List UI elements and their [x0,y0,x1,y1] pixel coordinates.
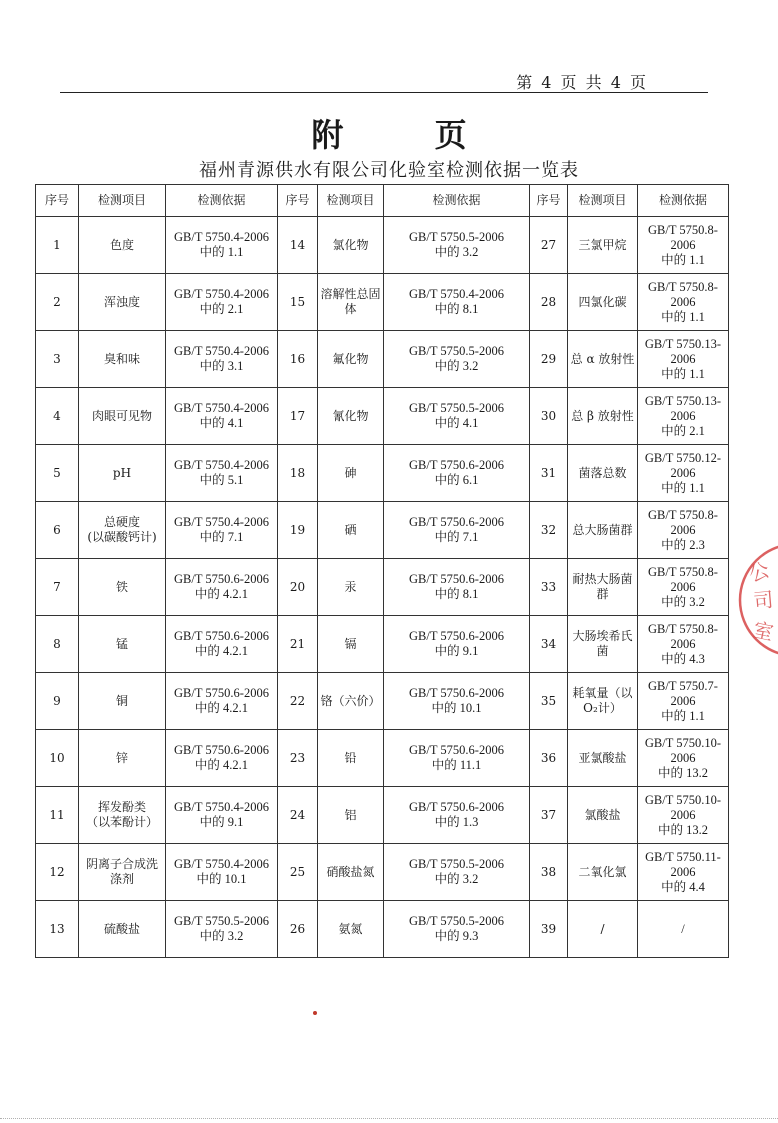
table-body [36,217,729,958]
serial-number-cell: 27 [530,217,568,274]
test-basis-line: 中的 2.3 [661,537,705,552]
svg-text:室: 室 [750,617,776,646]
test-basis-line: GB/T 5750.12-2006 [644,450,722,480]
test-basis-line: 中的 9.1 [434,644,479,658]
test-basis-cell [384,616,530,673]
test-item-cell: 硝酸盐氮 [318,844,384,901]
test-basis-line: GB/T 5750.4-2006 [174,515,269,529]
test-basis-line: 中的 4.2.1 [194,587,249,601]
serial-number-cell: 21 [278,616,318,673]
test-item-cell: / [568,901,638,958]
test-basis-line: GB/T 5750.4-2006 [174,230,269,244]
test-item-cell: 铝 [318,787,384,844]
test-item-cell: 镉 [318,616,384,673]
test-basis-line: GB/T 5750.5-2006 [409,857,504,871]
test-basis-line: / [681,921,685,936]
table-row [36,331,729,388]
test-item-cell: 汞 [318,559,384,616]
test-basis-line: 中的 1.1 [661,366,705,381]
test-item-cell: 阴离子合成洗涤剂 [79,844,166,901]
header-cell: 检测依据 [638,185,729,217]
test-basis-line: 中的 4.4 [661,879,705,894]
test-item-cell: 氨氮 [318,901,384,958]
test-basis-line: GB/T 5750.8-2006 [648,507,718,537]
test-item-cell: 溶解性总固体 [318,274,384,331]
test-basis-line: 中的 2.1 [199,302,244,316]
test-basis-line: GB/T 5750.6-2006 [409,515,504,529]
test-item-cell: 色度 [79,217,166,274]
test-basis-line: 中的 4.3 [661,651,705,666]
serial-number-cell: 14 [278,217,318,274]
header-cell: 检测依据 [166,185,278,217]
table-row [36,274,729,331]
test-item-cell: 砷 [318,445,384,502]
test-basis-line: 中的 3.2 [434,245,479,259]
serial-number-cell: 13 [36,901,79,958]
test-basis-cell [384,730,530,787]
test-basis-cell [638,388,729,445]
serial-number-cell: 22 [278,673,318,730]
serial-number-cell: 2 [36,274,79,331]
table-row [36,787,729,844]
test-basis-cell [638,787,729,844]
serial-number-cell: 32 [530,502,568,559]
table-header [36,185,729,217]
test-item-cell: 菌落总数 [568,445,638,502]
test-basis-line: GB/T 5750.6-2006 [409,458,504,472]
test-basis-cell [166,502,278,559]
test-basis-line: 中的 13.2 [657,765,708,780]
test-basis-line: GB/T 5750.4-2006 [174,800,269,814]
test-basis-line: GB/T 5750.5-2006 [409,344,504,358]
serial-number-cell: 9 [36,673,79,730]
serial-number-cell: 10 [36,730,79,787]
test-basis-cell [166,844,278,901]
test-basis-line: GB/T 5750.5-2006 [409,914,504,928]
test-item-cell: pH [79,445,166,502]
test-item-cell: 氯化物 [318,217,384,274]
test-basis-cell [384,388,530,445]
test-basis-line: GB/T 5750.6-2006 [174,629,269,643]
test-item-cell: 肉眼可见物 [79,388,166,445]
serial-number-cell: 19 [278,502,318,559]
red-seal-stamp [738,540,778,660]
serial-number-cell: 38 [530,844,568,901]
test-basis-line: GB/T 5750.10-2006 [644,735,722,765]
test-item-cell: 总硬度 (以碳酸钙计) [79,502,166,559]
serial-number-cell: 24 [278,787,318,844]
test-item-cell: 铁 [79,559,166,616]
test-item-cell: 锌 [79,730,166,787]
test-basis-line: 中的 1.1 [661,309,705,324]
test-basis-line: 中的 6.1 [434,473,479,487]
serial-number-cell: 30 [530,388,568,445]
test-basis-line: GB/T 5750.4-2006 [174,287,269,301]
test-basis-cell [384,673,530,730]
test-basis-line: 中的 3.2 [661,594,705,609]
table-row [36,217,729,274]
test-item-cell: 总 β 放射性 [568,388,638,445]
table-row [36,616,729,673]
table-row [36,673,729,730]
serial-number-cell: 4 [36,388,79,445]
test-basis-line: GB/T 5750.7-2006 [648,678,718,708]
header-cell: 序号 [530,185,568,217]
serial-number-cell: 12 [36,844,79,901]
table-row [36,844,729,901]
test-basis-line: 中的 1.3 [434,815,479,829]
test-basis-line: GB/T 5750.8-2006 [648,222,718,252]
table-row [36,388,729,445]
test-basis-line: 中的 4.2.1 [194,701,249,715]
test-basis-line: GB/T 5750.6-2006 [409,743,504,757]
serial-number-cell: 7 [36,559,79,616]
test-basis-line: GB/T 5750.5-2006 [409,230,504,244]
test-basis-line: GB/T 5750.5-2006 [174,914,269,928]
test-basis-line: 中的 11.1 [431,758,482,772]
test-basis-cell [166,274,278,331]
test-basis-line: GB/T 5750.11-2006 [645,849,721,879]
test-item-cell: 总 α 放射性 [568,331,638,388]
test-basis-cell [384,559,530,616]
test-basis-line: GB/T 5750.8-2006 [648,564,718,594]
test-basis-line: 中的 5.1 [199,473,244,487]
test-item-cell: 挥发酚类 （以苯酚计） [79,787,166,844]
test-item-cell: 二氧化氯 [568,844,638,901]
header-cell: 检测项目 [79,185,166,217]
test-basis-cell [638,730,729,787]
test-basis-cell [638,274,729,331]
serial-number-cell: 26 [278,901,318,958]
serial-number-cell: 3 [36,331,79,388]
table-row [36,445,729,502]
test-basis-line: GB/T 5750.6-2006 [409,800,504,814]
table-row [36,901,729,958]
header-rule [60,92,708,93]
test-basis-cell [166,787,278,844]
test-basis-cell [638,502,729,559]
test-basis-line: GB/T 5750.13-2006 [644,393,722,423]
test-basis-cell [384,901,530,958]
red-ink-dot [313,1011,317,1015]
test-basis-line: GB/T 5750.6-2006 [409,629,504,643]
serial-number-cell: 6 [36,502,79,559]
serial-number-cell: 36 [530,730,568,787]
bottom-rule [0,1118,778,1119]
test-item-cell: 臭和味 [79,331,166,388]
test-basis-line: 中的 7.1 [199,530,244,544]
table-row [36,502,729,559]
document-title: 附 页 [311,116,507,154]
test-basis-line: GB/T 5750.4-2006 [174,344,269,358]
test-basis-cell [638,673,729,730]
test-basis-line: 中的 8.1 [434,302,479,316]
serial-number-cell: 34 [530,616,568,673]
test-basis-line: 中的 1.1 [661,708,705,723]
test-basis-cell [166,559,278,616]
test-basis-line: GB/T 5750.6-2006 [409,686,504,700]
document-subtitle: 福州青源供水有限公司化验室检测依据一览表 [199,160,579,181]
test-basis-cell [166,901,278,958]
test-item-cell: 耗氧量（以 O₂计） [568,673,638,730]
test-item-cell: 三氯甲烷 [568,217,638,274]
serial-number-cell: 8 [36,616,79,673]
test-basis-line: GB/T 5750.4-2006 [174,857,269,871]
test-basis-cell [638,844,729,901]
serial-number-cell: 28 [530,274,568,331]
test-basis-line: 中的 9.1 [199,815,244,829]
test-item-cell: 铅 [318,730,384,787]
page-number: 第 4 页 共 4 页 [516,73,648,92]
test-basis-cell [166,217,278,274]
serial-number-cell: 37 [530,787,568,844]
test-basis-cell [384,844,530,901]
serial-number-cell: 29 [530,331,568,388]
serial-number-cell: 23 [278,730,318,787]
test-basis-cell [638,217,729,274]
svg-text:公: 公 [745,557,773,587]
header-row [36,185,729,217]
test-basis-cell [166,616,278,673]
test-basis-line: 中的 1.1 [661,252,705,267]
test-basis-line: GB/T 5750.4-2006 [174,401,269,415]
serial-number-cell: 17 [278,388,318,445]
test-basis-cell [384,502,530,559]
serial-number-cell: 18 [278,445,318,502]
test-basis-cell [638,901,729,958]
test-basis-line: 中的 1.1 [199,245,244,259]
test-item-cell: 浑浊度 [79,274,166,331]
test-basis-line: 中的 10.1 [196,872,247,886]
test-basis-line: 中的 10.1 [431,701,482,715]
test-item-cell: 铜 [79,673,166,730]
header-cell: 检测项目 [318,185,384,217]
table-row [36,730,729,787]
test-basis-line: GB/T 5750.13-2006 [644,336,722,366]
test-basis-line: 中的 3.2 [199,929,244,943]
test-item-cell: 氯酸盐 [568,787,638,844]
serial-number-cell: 25 [278,844,318,901]
test-basis-line: GB/T 5750.6-2006 [174,572,269,586]
test-basis-line: GB/T 5750.8-2006 [648,279,718,309]
test-basis-cell [384,445,530,502]
test-basis-cell [638,445,729,502]
serial-number-cell: 35 [530,673,568,730]
test-basis-line: GB/T 5750.6-2006 [174,686,269,700]
test-item-cell: 铬（六价） [318,673,384,730]
test-basis-line: GB/T 5750.10-2006 [644,792,722,822]
test-basis-cell [384,274,530,331]
serial-number-cell: 20 [278,559,318,616]
header-cell: 序号 [278,185,318,217]
test-basis-line: GB/T 5750.6-2006 [174,743,269,757]
test-basis-cell [166,445,278,502]
test-basis-cell [384,787,530,844]
serial-number-cell: 33 [530,559,568,616]
test-basis-line: 中的 8.1 [434,587,479,601]
test-basis-line: GB/T 5750.4-2006 [409,287,504,301]
testing-basis-table [35,184,729,958]
test-item-cell: 锰 [79,616,166,673]
serial-number-cell: 5 [36,445,79,502]
test-item-cell: 硫酸盐 [79,901,166,958]
test-basis-line: GB/T 5750.5-2006 [409,401,504,415]
test-basis-cell [638,331,729,388]
test-basis-line: GB/T 5750.8-2006 [648,621,718,651]
test-basis-cell [166,388,278,445]
test-basis-line: GB/T 5750.6-2006 [409,572,504,586]
test-item-cell: 亚氯酸盐 [568,730,638,787]
test-basis-line: 中的 1.1 [661,480,705,495]
test-basis-line: 中的 2.1 [661,423,705,438]
test-basis-cell [384,331,530,388]
test-item-cell: 总大肠菌群 [568,502,638,559]
header-cell: 序号 [36,185,79,217]
test-basis-line: 中的 7.1 [434,530,479,544]
test-basis-cell [638,616,729,673]
test-basis-line: 中的 9.3 [434,929,479,943]
serial-number-cell: 15 [278,274,318,331]
test-basis-cell [166,331,278,388]
test-basis-cell [638,559,729,616]
test-basis-line: 中的 4.1 [199,416,244,430]
test-basis-line: 中的 13.2 [657,822,708,837]
test-item-cell: 四氯化碳 [568,274,638,331]
test-basis-cell [166,673,278,730]
test-basis-line: GB/T 5750.4-2006 [174,458,269,472]
serial-number-cell: 1 [36,217,79,274]
header-cell: 检测项目 [568,185,638,217]
test-item-cell: 氰化物 [318,388,384,445]
serial-number-cell: 16 [278,331,318,388]
test-item-cell: 氟化物 [318,331,384,388]
test-basis-line: 中的 4.2.1 [194,644,249,658]
test-basis-line: 中的 3.2 [434,359,479,373]
test-basis-line: 中的 4.1 [434,416,479,430]
test-basis-line: 中的 3.2 [434,872,479,886]
table-row [36,559,729,616]
test-item-cell: 硒 [318,502,384,559]
header-cell: 检测依据 [384,185,530,217]
test-basis-line: 中的 3.1 [199,359,244,373]
test-basis-cell [384,217,530,274]
svg-text:司: 司 [752,587,775,613]
test-item-cell: 耐热大肠菌群 [568,559,638,616]
serial-number-cell: 31 [530,445,568,502]
serial-number-cell: 39 [530,901,568,958]
serial-number-cell: 11 [36,787,79,844]
test-basis-line: 中的 4.2.1 [194,758,249,772]
test-item-cell: 大肠埃希氏菌 [568,616,638,673]
test-basis-cell [166,730,278,787]
